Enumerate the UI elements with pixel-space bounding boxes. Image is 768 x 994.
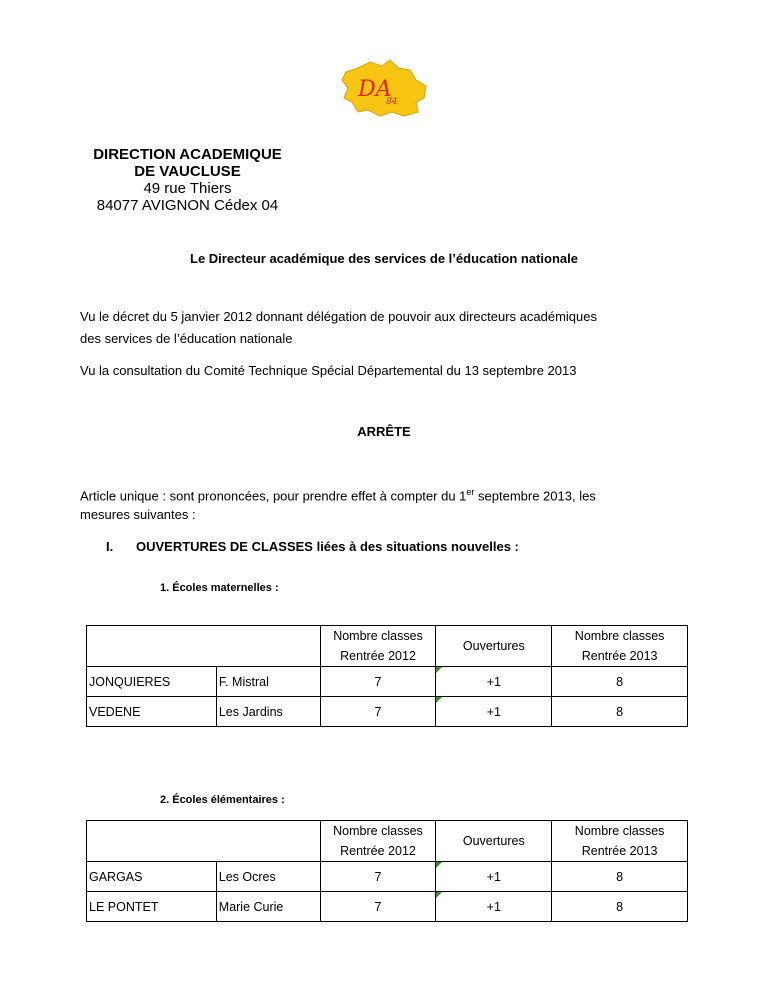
cell-classes-2013: 8 bbox=[552, 667, 688, 697]
cell-commune: LE PONTET bbox=[87, 892, 217, 922]
table-elementaires bbox=[86, 820, 688, 922]
vu-decree-line-1: Vu le décret du 5 janvier 2012 donnant délégation de pouvoir aux directeurs académiques bbox=[80, 309, 597, 324]
table-row bbox=[87, 862, 688, 892]
cell-ecole: Marie Curie bbox=[216, 892, 320, 922]
header-line-4: 84077 AVIGNON Cédex 04 bbox=[96, 197, 279, 214]
vu-consultation: Vu la consultation du Comité Technique Spécial Départemental du 13 septembre 2013 bbox=[80, 363, 577, 378]
section-numeral: I. bbox=[106, 539, 114, 554]
article-superscript: er bbox=[466, 487, 475, 497]
section-title: OUVERTURES DE CLASSES liées à des situations nouvelles : bbox=[136, 539, 519, 554]
table-row bbox=[87, 697, 688, 727]
vu-decree-line-2: des services de l’éducation nationale bbox=[80, 331, 293, 346]
subsection-maternelles: 1. Écoles maternelles : bbox=[160, 582, 279, 594]
article-line-1 bbox=[80, 482, 688, 506]
header-rentree-2013: Nombre classes Rentrée 2013 bbox=[552, 821, 688, 862]
table-header-row bbox=[87, 821, 688, 862]
cell-ouvertures: +1 bbox=[436, 892, 552, 922]
cell-classes-2012: 7 bbox=[320, 697, 436, 727]
cell-ouvertures: +1 bbox=[436, 862, 552, 892]
article-text-a: Article unique : sont prononcées, pour prendre effet à compter du 1 bbox=[80, 488, 467, 504]
header-empty-cell bbox=[87, 626, 321, 667]
header-line-2: DE VAUCLUSE bbox=[134, 163, 241, 180]
logo-number: 84 bbox=[386, 97, 398, 107]
table-row bbox=[87, 892, 688, 922]
header-rentree-2012: Nombre classes Rentrée 2012 bbox=[320, 626, 436, 667]
header-rentree-2012: Nombre classes Rentrée 2012 bbox=[320, 821, 436, 862]
cell-classes-2013: 8 bbox=[552, 862, 688, 892]
header-empty-cell bbox=[87, 821, 321, 862]
article-line-2: mesures suivantes : bbox=[80, 507, 196, 522]
arrete-heading: ARRÊTE bbox=[357, 424, 411, 439]
logo-text: DA bbox=[358, 77, 392, 102]
cell-commune: JONQUIERES bbox=[87, 667, 217, 697]
cell-ecole: Les Ocres bbox=[216, 862, 320, 892]
header-ouvertures: Ouvertures bbox=[436, 626, 552, 667]
table-maternelles bbox=[86, 625, 688, 727]
cell-ouvertures: +1 bbox=[436, 667, 552, 697]
cell-classes-2013: 8 bbox=[552, 892, 688, 922]
cell-ecole: F. Mistral bbox=[216, 667, 320, 697]
article-text-b: septembre 2013, les bbox=[474, 488, 596, 504]
cell-classes-2012: 7 bbox=[320, 667, 436, 697]
cell-classes-2012: 7 bbox=[320, 862, 436, 892]
header-ouvertures: Ouvertures bbox=[436, 821, 552, 862]
cell-classes-2013: 8 bbox=[552, 697, 688, 727]
cell-ecole: Les Jardins bbox=[216, 697, 320, 727]
header-rentree-2013: Nombre classes Rentrée 2013 bbox=[552, 626, 688, 667]
header-line-1: DIRECTION ACADEMIQUE bbox=[93, 146, 282, 163]
table-header-row bbox=[87, 626, 688, 667]
sender-header bbox=[80, 146, 295, 214]
da84-logo bbox=[340, 58, 430, 120]
authority-title: Le Directeur académique des services de l’éducation nationale bbox=[190, 251, 578, 266]
cell-classes-2012: 7 bbox=[320, 892, 436, 922]
cell-commune: GARGAS bbox=[87, 862, 217, 892]
cell-commune: VEDENE bbox=[87, 697, 217, 727]
cell-ouvertures: +1 bbox=[436, 697, 552, 727]
subsection-elementaires: 2. Écoles élémentaires : bbox=[160, 794, 285, 806]
header-line-3: 49 rue Thiers bbox=[143, 180, 232, 197]
table-row bbox=[87, 667, 688, 697]
